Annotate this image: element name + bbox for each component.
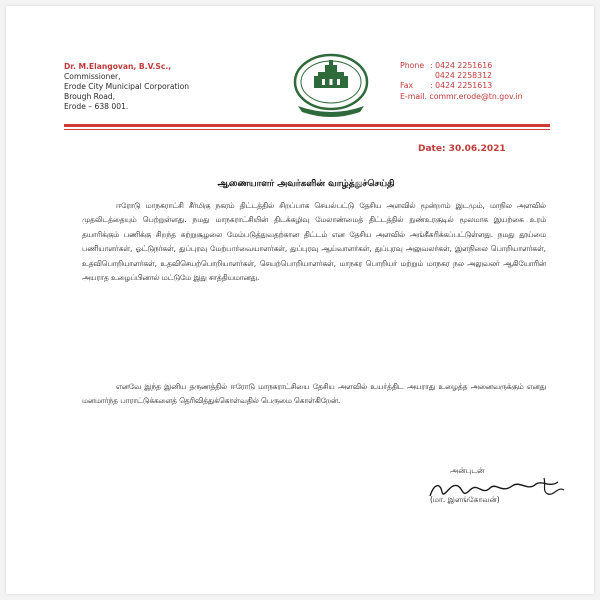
sender-line: Brough Road,: [64, 92, 116, 101]
body-paragraph: [82, 199, 546, 285]
header-divider: [64, 124, 550, 127]
paragraph-text: எனவே இந்த இனிய தருணத்தில் ஈரோடு மாநகராட்சியை தேசிய அளவில் உயர்த்திட அயராது உழைத்த அனைவருக்கும் எனது மனமார்ந்த பாராட்டுக்களைத் தெரிவித்துக்கொள்வதில் பெருமை கொள்கிறேன்.: [82, 382, 546, 406]
letter-date: Date: 30.06.2021: [418, 144, 506, 154]
fax-value: : 0424 2251613: [430, 81, 493, 91]
sender-line: Erode City Municipal Corporation: [64, 82, 190, 91]
phone-value: : 0424 2251616: [430, 61, 493, 70]
signer-name: (மா. இளங்கோவன்): [430, 495, 500, 504]
fax-label: Fax: [400, 81, 414, 91]
municipal-corporation-emblem-icon: [288, 50, 374, 118]
paragraph-text: ஈரோடு மாநகராட்சி சீர்மிகு நகரம் திட்டத்தில் சிறப்பாக செயல்பட்டு தேசிய அளவில் மூன்றாம் இடமும், மாநில அளவில் முதலிடத்தையும் பெற்றுள்ளது. நமது மாநகராட்சியின் திடக்கழிவு மேலாண்மைத் திட்டத்தில் நுண்உரகுடில் மூலமாக இயற்கை உரம் தயாரிக்கும் பணிக்கு சிறந்த சுற்றுசூழலை மேம்படுத்துவதற்கான திட்டம் என தேசிய அளவில் அங்கீகரிக்கப்பட்டுள்ளது. நமது தூய்மை பணியாளர்கள், ஓட்டுநர்கள், துப்புரவு மேற்பார்வையாளர்கள், துப்புரவு ஆய்வாளர்கள், துப்புரவு அலுவலர்கள், இளநிலை பொறியாளர்கள், உதவிபொறியாளர்கள், உதவிசெயற்பொறியாளர்கள், செயற்பொறியாளர்கள், மாநகர பொறியர் மற்றும் மாநகர நல அலுவலர் ஆகியோரின் அயராத உழைப்பினால் மட்டுமே இது சாத்தியமானது.: [82, 201, 546, 283]
sender-block: [64, 62, 189, 112]
phone-label: Phone: [400, 61, 425, 70]
phone-value-2: 0424 2258312: [434, 71, 493, 81]
header-divider-thin: [64, 129, 550, 130]
letter-title: ஆணையாளர் அவர்களின் வாழ்த்துச்செய்தி: [217, 179, 395, 189]
sender-line: Erode – 638 001.: [64, 102, 129, 111]
contact-block: [400, 61, 523, 102]
body-paragraph: [82, 380, 546, 409]
closing-salutation: அன்புடன்: [450, 466, 485, 475]
letter-page: [6, 6, 594, 594]
sender-name: Dr. M.Elangovan, B.V.Sc.,: [64, 62, 172, 71]
sender-line: Commissioner,: [64, 72, 121, 81]
email-address: E-mail. commr.erode@tn.gov.in: [400, 91, 523, 101]
